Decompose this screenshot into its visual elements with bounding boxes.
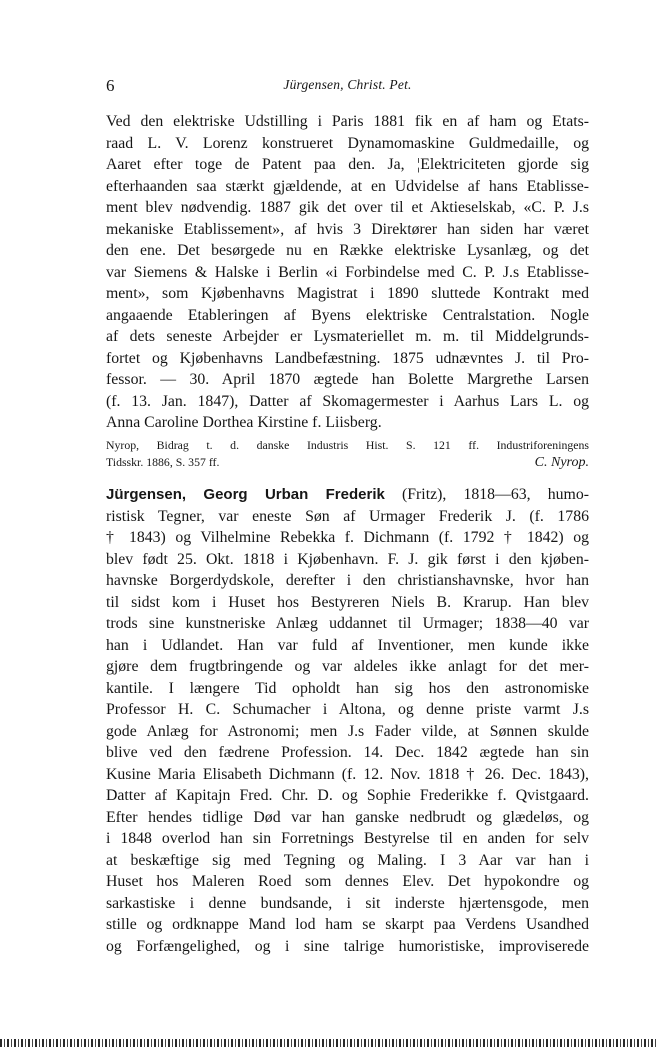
text-line: sarkastiske i denne bundsande, i sit inderste hjærtensgode, men — [106, 894, 589, 912]
text-line: † 1843) og Vilhelmine Rebekka f. Dichmann (f. 1792 † 1842) og — [106, 529, 589, 546]
entry-jurgensen-christ-pet-continued — [106, 111, 589, 471]
text-line: raad L. V. Lorenz konstrueret Dynamomaskine Guldmedaille, og — [106, 134, 589, 152]
text-fragment: (Fritz), 1818—63, humo- — [384, 486, 589, 503]
text-line: ristisk Tegner, var eneste Søn af Urmager Frederik J. (f. 1786 — [106, 507, 589, 525]
text-line: angaaende Etableringen af Byens elektriske Centralstation. Nogle — [106, 306, 589, 324]
text-line: Professor H. C. Schumacher i Altona, og denne priste varmt J.s — [106, 701, 589, 718]
text-line: Huset hos Maleren Roed som dennes Elev. Det hypokondre og — [106, 873, 589, 890]
text-line: blive ved den fædrene Profession. 14. Dec. 1842 ægtede han sin — [106, 744, 589, 761]
reference-line: Tidsskr. 1886, S. 357 ff. — [106, 454, 220, 469]
reference-line: Nyrop, Bidrag t. d. danske Industris Hist. S. 121 ff. Industriforeningens — [106, 437, 589, 452]
text-line: fessor. — 30. April 1870 ægtede han Bolette Margrethe Larsen — [106, 371, 589, 388]
text-line: Datter af Kapitajn Fred. Chr. D. og Sophie Frederikke f. Qvistgaard. — [106, 787, 589, 804]
text-line: i 1848 overlod han sin Forretnings Bestyrelse til en anden for selv — [106, 830, 589, 847]
text-line: gjøre dem frugtbringende og var aldeles ikke anlagt for det mer- — [106, 658, 589, 675]
text-line: og Forfængelighed, og i sine talrige humoristiske, improviserede — [106, 937, 589, 955]
text-line: (f. 13. Jan. 1847), Datter af Skomagermester i Aarhus Lars L. og — [106, 392, 589, 410]
text-line: Aaret efter toge de Patent paa den. Ja, ¦Elektriciteten gjorde sig — [106, 156, 589, 173]
text-line: Efter hendes tidlige Død var han ganske nedbrudt og glædeløs, og — [106, 808, 589, 826]
entry-first-line — [106, 484, 589, 506]
text-line: gode Anlæg for Astronomi; men J.s Fader vilde, at Sønnen skulde — [106, 722, 589, 740]
text-line: efterhaanden saa stærkt gjældende, at en Udvidelse af hans Etablisse- — [106, 177, 589, 195]
text-line: Kusine Maria Elisabeth Dichmann (f. 12. Nov. 1818 † 26. Dec. 1843), — [106, 765, 589, 783]
lemma-heading: Jürgensen, Georg Urban Frederik — [106, 486, 385, 503]
text-line: den ene. Det besørgede nu en Række elektriske Lysanlæg, og det — [106, 242, 589, 259]
running-head: Jürgensen, Christ. Pet. — [283, 77, 412, 92]
page-header — [106, 76, 589, 98]
scan-edge — [0, 1039, 656, 1047]
text-line: af dets seneste Arbejder er Lysmateriellet m. m. til Middelgrunds- — [106, 328, 589, 345]
reference-row — [106, 454, 589, 471]
references — [106, 437, 589, 471]
text-line: mekaniske Etablissement», af hvis 3 Direktører han siden har været — [106, 220, 589, 238]
text-line: ment blev nødvendig. 1887 gik det over til et Aktieselskab, «C. P. J.s — [106, 199, 589, 216]
text-line: Ved den elektriske Udstilling i Paris 1881 fik en af ham og Etats- — [106, 113, 589, 130]
author-signature: C. Nyrop. — [534, 454, 589, 470]
text-line: at beskæftige sig med Tegning og Maling. I 3 Aar var han i — [106, 851, 589, 869]
text-line: Anna Caroline Dorthea Kirstine f. Liisberg. — [106, 414, 382, 431]
text-line: fortet og Kjøbenhavns Landbefæstning. 1875 udnævntes J. til Pro- — [106, 349, 589, 367]
text-line: blev født 25. Okt. 1818 i Kjøbenhavn. F. J. gik først i den kjøben- — [106, 550, 589, 568]
text-line: var Siemens & Halske i Berlin «i Forbindelse med C. P. J.s Etablisse- — [106, 263, 589, 281]
text-line: stille og ordknappe Mand lod ham se skarpt paa Verdens Usandhed — [106, 916, 589, 933]
text-line: kantile. I længere Tid opholdt han sig hos den astronomiske — [106, 679, 589, 697]
page-number: 6 — [106, 76, 115, 95]
text-line: trods sine kunstneriske Anlæg uddannet til Urmager; 1838—40 var — [106, 615, 589, 632]
entry-jurgensen-georg-urban-frederik — [106, 484, 589, 957]
text-line: til sidst kom i Huset hos Bestyreren Niels B. Krarup. Han blev — [106, 593, 589, 611]
text-line: havnske Borgerdydskole, derefter i den christianshavnske, hvor han — [106, 572, 589, 589]
text-line: ment», som Kjøbenhavns Magistrat i 1890 sluttede Kontrakt med — [106, 285, 589, 302]
text-line: han i Udlandet. Han var fuld af Inventioner, men kunde ikke — [106, 636, 589, 654]
